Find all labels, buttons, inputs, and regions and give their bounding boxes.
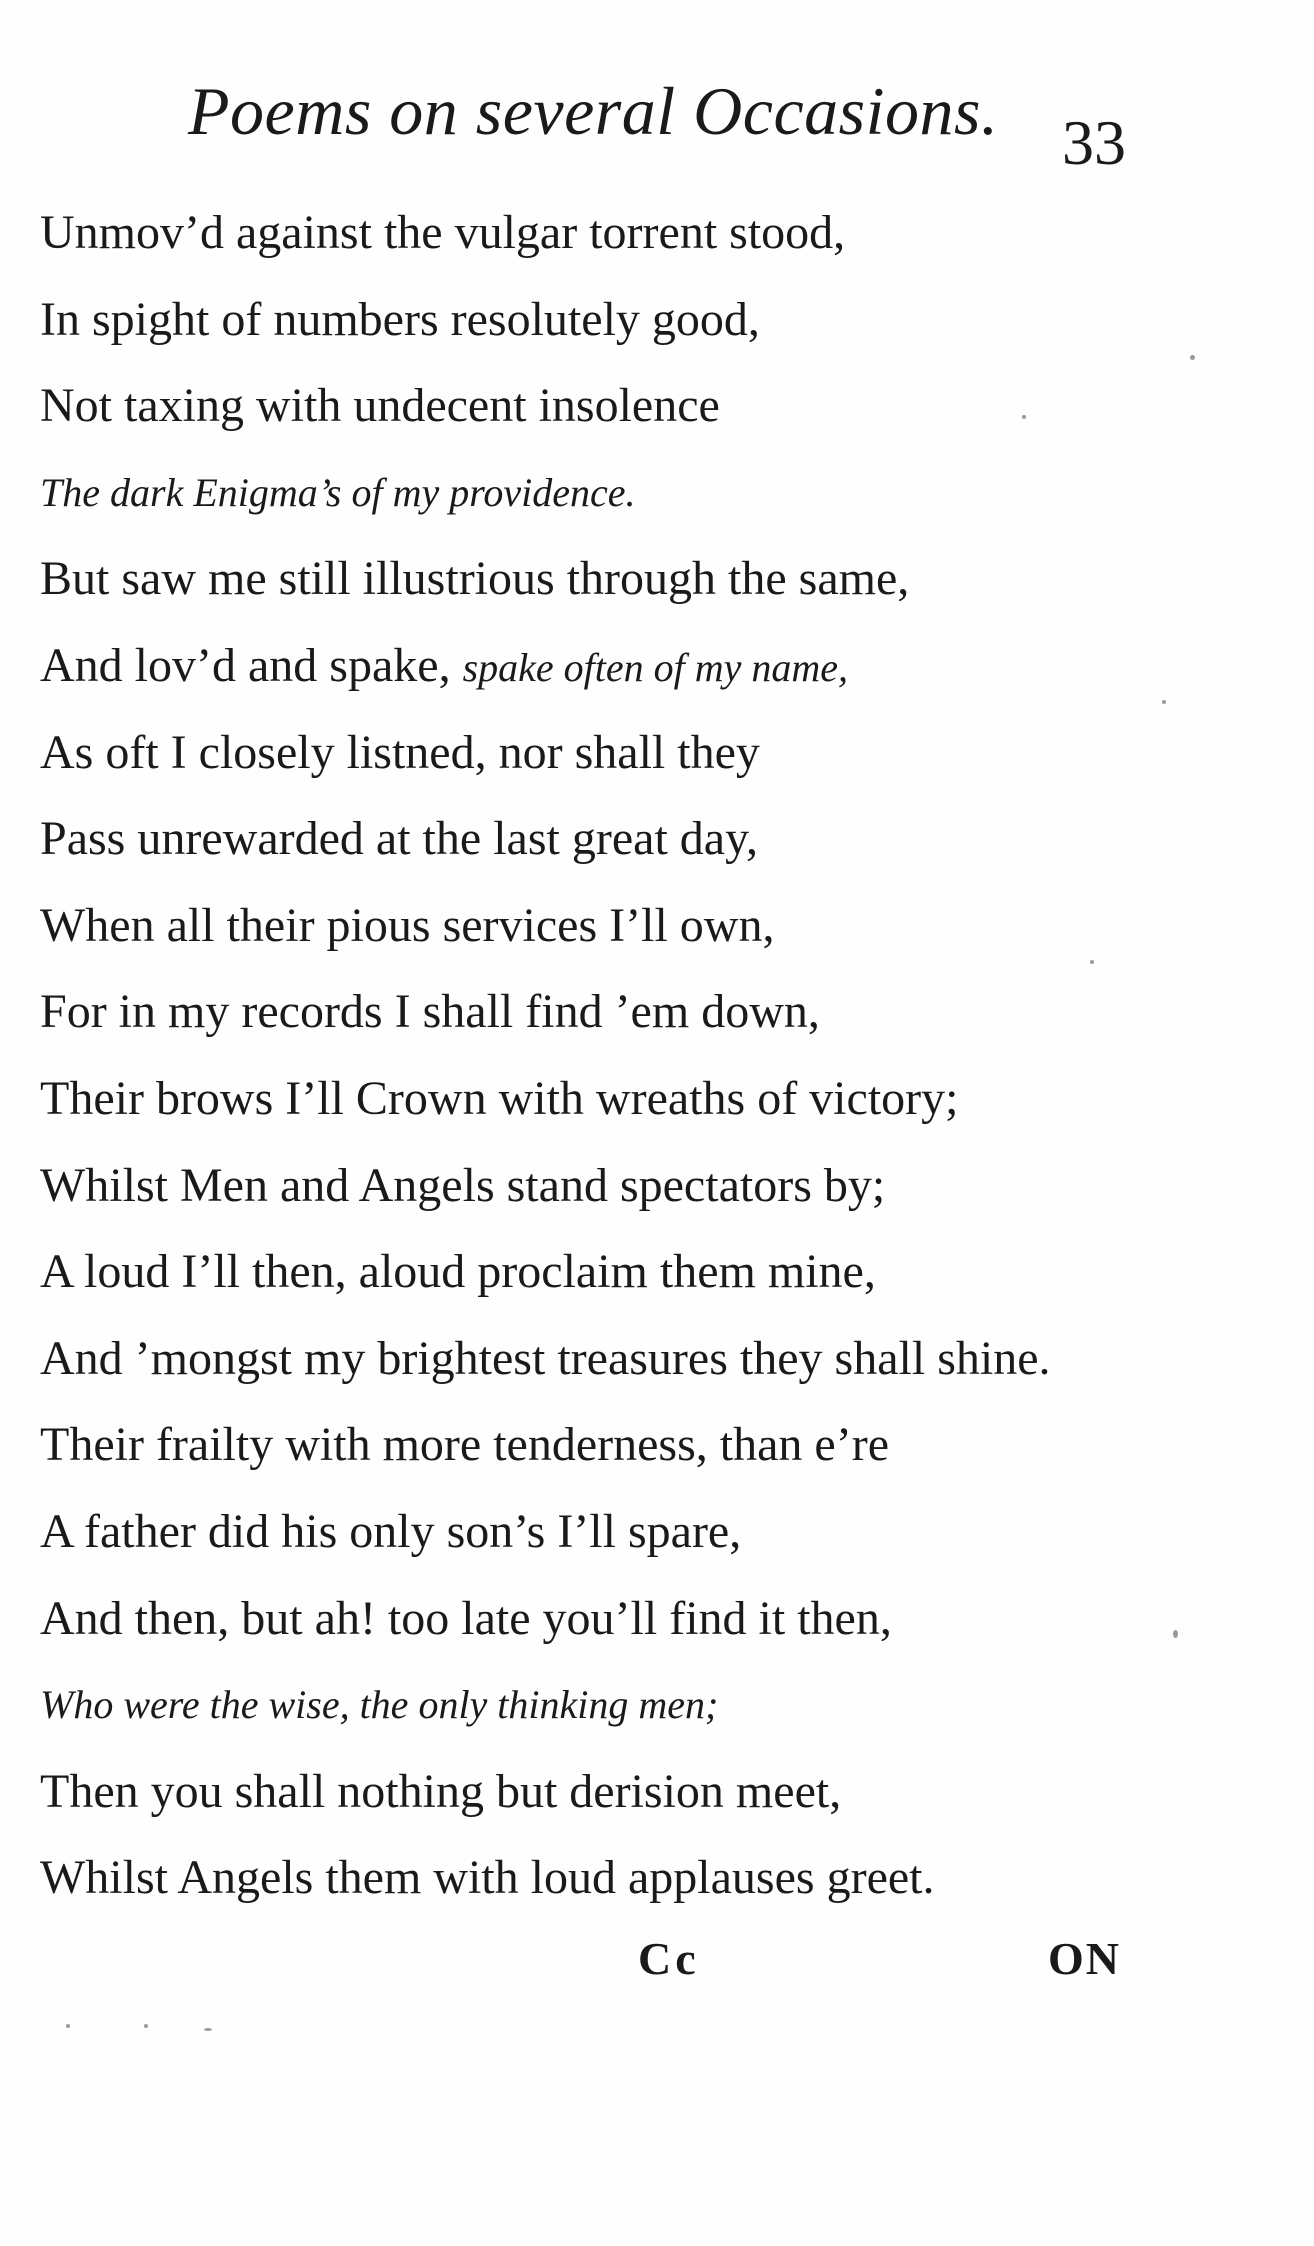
page-number: 33	[1062, 107, 1126, 178]
poem-line: Their frailty with more tenderness, than e’re	[40, 1418, 889, 1472]
ink-speck	[144, 2024, 148, 2028]
poem-line: Whilst Angels them with loud applauses greet.	[40, 1851, 935, 1905]
poem-line: A loud I’ll then, aloud proclaim them mine,	[40, 1245, 876, 1299]
ink-speck	[1162, 700, 1166, 704]
poem-line: The dark Enigma’s of my providence.	[40, 469, 636, 515]
poem-line: A father did his only son’s I’ll spare,	[40, 1504, 742, 1558]
poem-line: But saw me still illustrious through the same,	[40, 552, 910, 606]
poem-line: Their brows I’ll Crown with wreaths of victory;	[40, 1071, 959, 1125]
ink-speck	[1022, 415, 1026, 419]
poem-line: And lov’d and spake, spake often of my name,	[40, 638, 849, 692]
poem-line: Then you shall nothing but derision meet,	[40, 1764, 842, 1818]
poem-line: When all their pious services I’ll own,	[40, 898, 775, 952]
poem-text	[40, 190, 1280, 1922]
signature-mark: Cc	[638, 1933, 700, 1984]
poem-line: In spight of numbers resolutely good,	[40, 292, 760, 346]
poem-line: As oft I closely listned, nor shall they	[40, 725, 760, 779]
poem-line: Not taxing with undecent insolence	[40, 379, 720, 433]
poem-line: Pass unrewarded at the last great day,	[40, 812, 758, 866]
running-head: Poems on several Occasions.	[188, 73, 999, 149]
ink-speck	[1173, 1630, 1178, 1638]
poem-line: For in my records I shall find ’em down,	[40, 985, 820, 1039]
ink-speck	[204, 2028, 212, 2031]
ink-speck	[66, 2024, 70, 2028]
catchword: ON	[1048, 1933, 1121, 1984]
poem-line: Whilst Men and Angels stand spectators by;	[40, 1158, 886, 1212]
poem-line: Unmov’d against the vulgar torrent stood,	[40, 206, 846, 259]
poem-line: And then, but ah! too late you’ll find it then,	[40, 1591, 892, 1645]
ink-speck	[1090, 960, 1094, 964]
poem-line: And ’mongst my brightest treasures they shall shine.	[40, 1331, 1051, 1385]
poem-line: Who were the wise, the only thinking men;	[40, 1682, 719, 1728]
ink-speck	[1190, 355, 1195, 360]
